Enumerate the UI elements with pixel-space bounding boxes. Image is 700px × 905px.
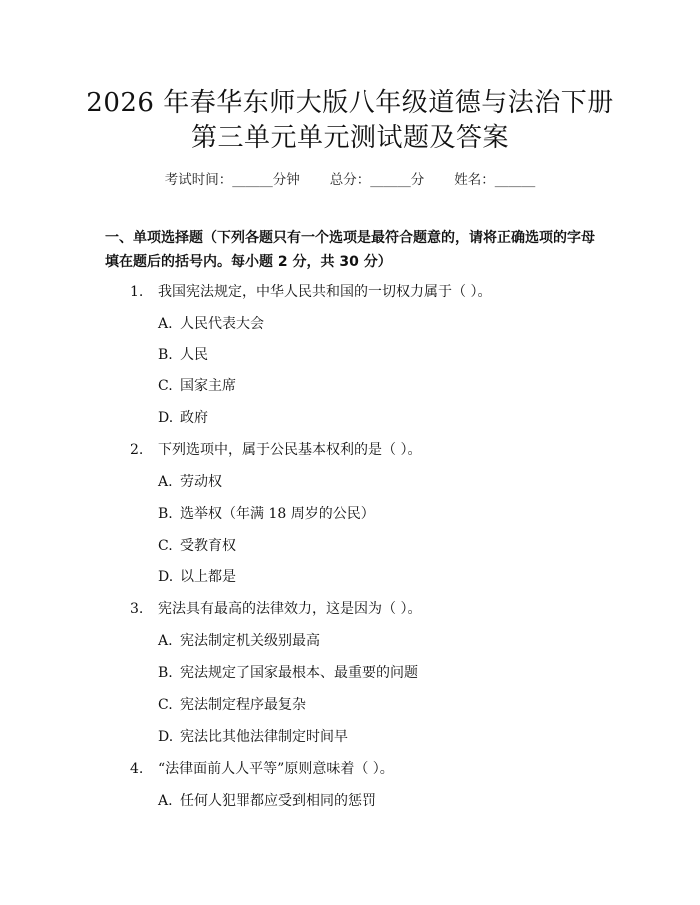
option-letter: C.: [158, 697, 173, 713]
student-name-label: 姓名：______: [454, 172, 536, 188]
exam-score-label: 总分：______分: [329, 172, 425, 188]
option-letter: B.: [158, 506, 173, 522]
document-title-line-1: 2026 年春华东师大版八年级道德与法治下册: [86, 88, 614, 118]
option-text: 国家主席: [180, 378, 236, 394]
option-letter: D.: [158, 410, 174, 426]
option-letter: B.: [158, 665, 173, 681]
option-text: 人民代表大会: [180, 316, 264, 332]
question-2-option-b: [158, 504, 375, 524]
option-text: 宪法制定程序最复杂: [180, 697, 306, 713]
question-4: [130, 759, 394, 779]
question-text: 我国宪法规定，中华人民共和国的一切权力属于（ ）。: [158, 284, 492, 300]
exam-info: [0, 168, 700, 188]
question-3-option-b: [158, 663, 418, 683]
question-3-option-c: [158, 695, 306, 715]
option-text: 受教育权: [180, 538, 236, 554]
option-letter: A.: [158, 474, 173, 490]
question-number: 4.: [130, 761, 144, 777]
question-2-option-a: [158, 472, 222, 492]
question-3-option-d: [158, 727, 348, 747]
option-letter: A.: [158, 793, 173, 809]
option-letter: D.: [158, 729, 174, 745]
option-letter: D.: [158, 569, 174, 585]
option-text: 劳动权: [180, 474, 222, 490]
option-letter: B.: [158, 347, 173, 363]
option-letter: A.: [158, 633, 173, 649]
exam-time-label: 考试时间：______分钟: [164, 172, 300, 188]
option-text: 宪法制定机关级别最高: [180, 633, 320, 649]
option-text: 选举权（年满 18 周岁的公民）: [180, 506, 375, 522]
option-text: 宪法比其他法律制定时间早: [180, 729, 348, 745]
question-1-option-b: [158, 345, 208, 365]
section-heading: 一、单项选择题（下列各题只有一个选项是最符合题意的，请将正确选项的字母填在题后的括号内。每小题 2 分，共 30 分）: [105, 230, 595, 270]
question-number: 3.: [130, 601, 144, 617]
document-title-line-2: 第三单元单元测试题及答案: [190, 123, 509, 153]
question-2-option-c: [158, 536, 236, 556]
question-3: [130, 599, 421, 619]
question-2-option-d: [158, 567, 236, 587]
question-2: [130, 440, 421, 460]
option-letter: A.: [158, 316, 173, 332]
option-text: 人民: [180, 347, 208, 363]
option-text: 政府: [180, 410, 208, 426]
option-text: 任何人犯罪都应受到相同的惩罚: [180, 793, 376, 809]
question-number: 1.: [130, 284, 144, 300]
question-text: “法律面前人人平等”原则意味着（ ）。: [158, 761, 394, 777]
option-text: 宪法规定了国家最根本、最重要的问题: [180, 665, 418, 681]
question-number: 2.: [130, 442, 144, 458]
option-letter: C.: [158, 378, 173, 394]
question-1-option-a: [158, 314, 264, 334]
question-3-option-a: [158, 631, 320, 651]
question-1-option-d: [158, 408, 208, 428]
question-4-option-a: [158, 791, 376, 811]
question-1-option-c: [158, 376, 236, 396]
question-1: [130, 282, 491, 302]
question-text: 下列选项中，属于公民基本权利的是（ ）。: [158, 442, 422, 458]
option-letter: C.: [158, 538, 173, 554]
option-text: 以上都是: [180, 569, 236, 585]
question-text: 宪法具有最高的法律效力，这是因为（ ）。: [158, 601, 422, 617]
